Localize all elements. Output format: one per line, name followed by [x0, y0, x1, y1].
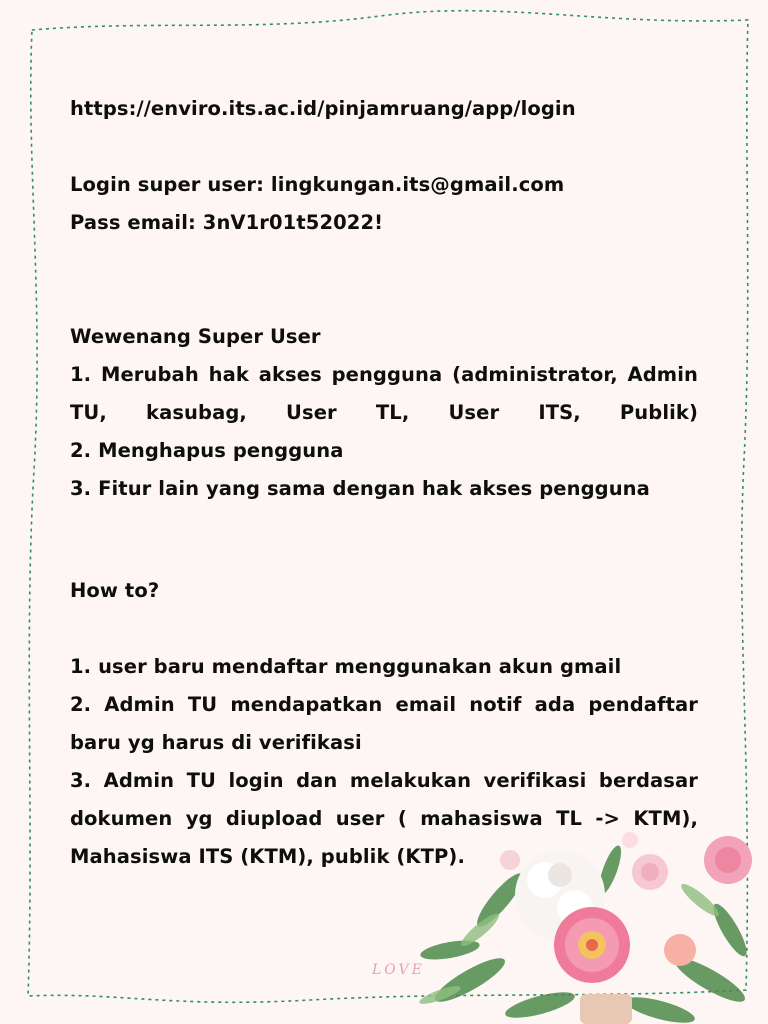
document-body: [70, 90, 698, 876]
wewenang-item-2: 2. Menghapus pengguna: [70, 439, 344, 462]
howto-item-2: 2. Admin TU mendapatkan email notif ada pendaftar baru yg harus di verifikasi: [70, 693, 698, 754]
password-line: Pass email: 3nV1r01t52022!: [70, 211, 384, 234]
howto-item-3: 3. Admin TU login dan melakukan verifikasi berdasar dokumen yg diupload user ( mahasiswa TL -> KTM), Mahasiswa ITS (KTM), publik (KTP).: [70, 769, 698, 868]
love-text: LOVE: [372, 962, 425, 978]
wewenang-heading: Wewenang Super User: [70, 325, 321, 348]
wewenang-item-1: 1. Merubah hak akses pengguna (administrator, Admin TU, kasubag, User TL, User ITS, Publik): [70, 363, 698, 424]
flower-bouquet-icon: [410, 780, 768, 1024]
wewenang-item-3: 3. Fitur lain yang sama dengan hak akses pengguna: [70, 477, 650, 500]
howto-item-1: 1. user baru mendaftar menggunakan akun gmail: [70, 655, 622, 678]
login-url: https://enviro.its.ac.id/pinjamruang/app/login: [70, 97, 576, 120]
login-credential: Login super user: lingkungan.its@gmail.com: [70, 173, 565, 196]
howto-heading: How to?: [70, 579, 160, 602]
